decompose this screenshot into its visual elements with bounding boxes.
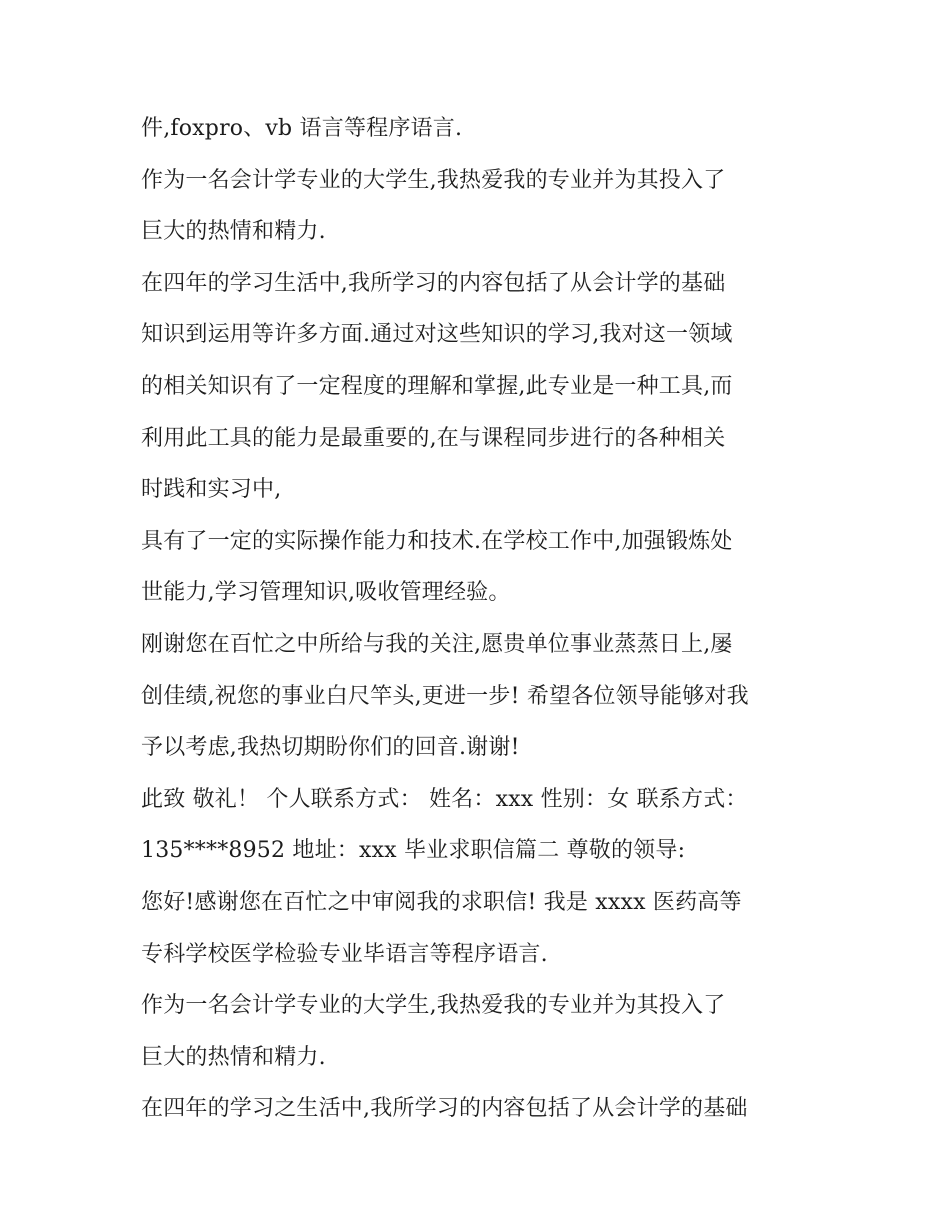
text-line-19: 巨大的热情和精力. [141,1044,326,1070]
text-line-9: 具有了一定的实际操作能力和技术.在学校工作中,加强锻炼处 [141,528,733,554]
text-line-16: 您好!感谢您在百忙之中审阅我的求职信! 我是 xxxx 医药高等 [141,889,742,915]
text-line-18: 作为一名会计学专业的大学生,我热爱我的专业并为其投入了 [141,993,726,1019]
text-line-20: 在四年的学习之生活中,我所学习的内容包括了从会计学的基础 [141,1096,748,1122]
text-line-17: 专科学校医学检验专业毕语言等程序语言. [141,941,548,967]
text-line-8: 时践和实习中, [141,477,282,503]
text-line-6: 的相关知识有了一定程度的理解和掌握,此专业是一种工具,而 [141,373,733,399]
text-line-5: 知识到运用等许多方面.通过对这些知识的学习,我对这一领域 [141,322,733,348]
text-line-7: 利用此工具的能力是最重要的,在与课程同步进行的各种相关 [141,425,726,451]
text-line-13: 予以考虑,我热切期盼你们的回音.谢谢! [141,735,520,761]
text-line-10: 世能力,学习管理知识,吸收管理经验。 [141,580,511,606]
text-line-12: 创佳绩,祝您的事业白尺竿头,更进一步! 希望各位领导能够对我 [141,683,749,709]
text-line-4: 在四年的学习生活中,我所学习的内容包括了从会计学的基础 [141,270,726,296]
document-body [141,103,821,1135]
text-line-2: 作为一名会计学专业的大学生,我热爱我的专业并为其投入了 [141,167,726,193]
text-line-11: 刚谢您在百忙之中所给与我的关注,愿贵单位事业蒸蒸日上,屡 [141,631,733,657]
text-line-14: 此致 敬礼！ 个人联系方式： 姓名：xxx 性别：女 联系方式： [141,786,748,812]
text-line-1: 件,foxpro、vb 语言等程序语言. [141,116,463,141]
text-line-15: 135****8952 地址：xxx 毕业求职信篇二 尊敬的领导: [141,838,686,864]
text-line-3: 巨大的热情和精力. [141,219,326,245]
